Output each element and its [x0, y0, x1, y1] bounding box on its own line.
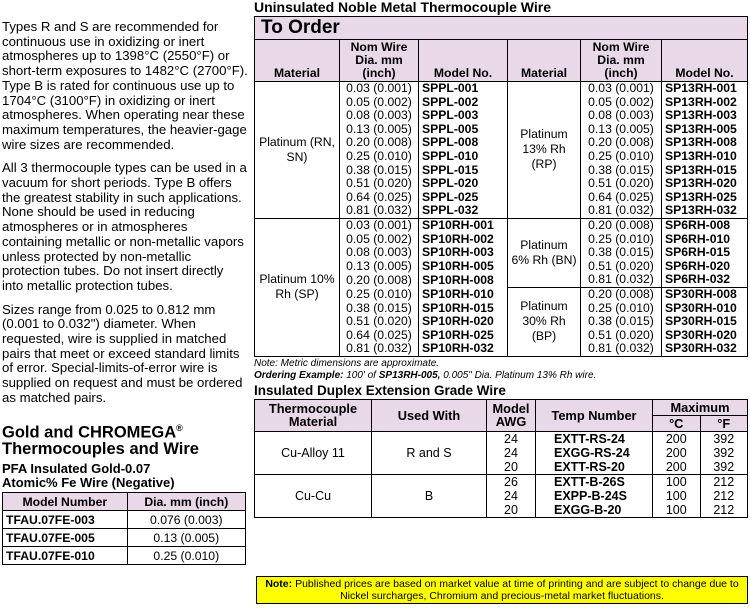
gold-dia-cell: 0.13 (0.005) — [127, 529, 245, 547]
table-row — [255, 82, 748, 96]
diameter-cell: 0.81 (0.032) — [581, 273, 662, 287]
diameter-cell: 0.03 (0.001) — [581, 82, 662, 96]
to-order-bar: To Order — [254, 16, 748, 40]
dup-header-used-with: Used With — [372, 399, 487, 431]
model-cell: SP13RH-025 — [662, 191, 748, 205]
model-cell: SP10RH-032 — [419, 342, 508, 356]
dup-fahrenheit-cell: 212 — [700, 503, 748, 518]
gold-dia-cell: 0.25 (0.010) — [127, 547, 245, 565]
diameter-cell: 0.25 (0.010) — [340, 287, 419, 301]
gold-model-cell: TFAU.07FE-010 — [3, 547, 128, 565]
dup-temp-number-cell: EXGG-RS-24 — [536, 446, 653, 460]
model-cell: SP30RH-020 — [662, 329, 748, 343]
page-title: Uninsulated Noble Metal Thermocouple Wire — [254, 0, 552, 15]
gold-subtitle-2: Atomic% Fe Wire (Negative) — [2, 475, 175, 491]
diameter-cell: 0.13 (0.005) — [340, 123, 419, 137]
dup-awg-cell: 24 — [487, 489, 536, 503]
dup-header-celsius: °C — [653, 415, 701, 431]
gold-title-text-2: Thermocouples and Wire — [2, 440, 199, 459]
diameter-cell: 0.20 (0.008) — [581, 287, 662, 301]
table-row — [3, 547, 246, 565]
model-cell: SPPL-020 — [419, 177, 508, 191]
dup-awg-cell: 20 — [487, 460, 536, 475]
diameter-cell: 0.51 (0.020) — [581, 260, 662, 274]
model-cell: SP13RH-002 — [662, 96, 748, 110]
diameter-cell: 0.25 (0.010) — [340, 150, 419, 164]
gold-wire-table — [2, 492, 246, 565]
dup-header-material: Thermocouple Material — [255, 399, 372, 431]
diameter-cell: 0.38 (0.015) — [340, 164, 419, 178]
model-cell: SP10RH-002 — [419, 233, 508, 247]
model-cell: SP10RH-003 — [419, 246, 508, 260]
model-cell: SPPL-032 — [419, 204, 508, 218]
right-column — [254, 0, 748, 518]
model-cell: SP6RH-032 — [662, 273, 748, 287]
model-cell: SP13RH-020 — [662, 177, 748, 191]
dup-celsius-cell: 200 — [653, 431, 701, 446]
dup-header-maximum: Maximum — [653, 399, 748, 415]
diameter-cell: 0.64 (0.025) — [340, 191, 419, 205]
dup-fahrenheit-cell: 212 — [700, 489, 748, 503]
model-cell: SP10RH-015 — [419, 302, 508, 316]
model-cell: SP10RH-001 — [419, 218, 508, 232]
dup-fahrenheit-cell: 212 — [700, 474, 748, 489]
dup-temp-number-cell: EXTT-B-26S — [536, 474, 653, 489]
diameter-cell: 0.81 (0.032) — [581, 342, 662, 356]
footnote-text: Published prices are based on market value at time of printing and are subject to change due to Nickel surcharges, Chromium and precious-metal market fluctuations. — [292, 578, 739, 602]
diameter-cell: 0.20 (0.008) — [340, 136, 419, 150]
diameter-cell: 0.51 (0.020) — [340, 315, 419, 329]
diameter-cell: 0.64 (0.025) — [340, 329, 419, 343]
model-cell: SP30RH-008 — [662, 287, 748, 301]
model-cell: SP13RH-001 — [662, 82, 748, 96]
model-cell: SPPL-008 — [419, 136, 508, 150]
dup-used-with-cell: R and S — [372, 431, 487, 474]
model-cell: SPPL-005 — [419, 123, 508, 137]
diameter-cell: 0.05 (0.002) — [340, 233, 419, 247]
dup-awg-cell: 24 — [487, 446, 536, 460]
diameter-cell: 0.38 (0.015) — [581, 315, 662, 329]
model-cell: SPPL-002 — [419, 96, 508, 110]
model-cell: SP10RH-010 — [419, 287, 508, 301]
left-column — [2, 0, 248, 565]
diameter-cell: 0.08 (0.003) — [340, 246, 419, 260]
paragraph-ratings: Types R and S are recommended for continuous use in oxidizing or inert atmospheres up to 1398°C (2550°F) or short-term exposures to 1482°C (2700°F). Type B is rated for continuous use up to 1704°C (3100°F) in oxidizing or inert atmospheres. When operating near these maximum temperatures, the heavier-gage wire sizes are recommended. — [2, 19, 248, 152]
diameter-cell: 0.64 (0.025) — [581, 191, 662, 205]
table-row — [3, 529, 246, 547]
ordering-example-label: Ordering Example: — [254, 369, 344, 381]
diameter-cell: 0.38 (0.015) — [340, 302, 419, 316]
model-cell: SPPL-025 — [419, 191, 508, 205]
model-cell: SP10RH-020 — [419, 315, 508, 329]
diameter-cell: 0.13 (0.005) — [340, 260, 419, 274]
dup-temp-number-cell: EXGG-B-20 — [536, 503, 653, 518]
gold-model-cell: TFAU.07FE-005 — [3, 529, 128, 547]
order-table — [254, 39, 748, 357]
duplex-section-title: Insulated Duplex Extension Grade Wire — [254, 382, 506, 398]
gold-header-model: Model Number — [3, 493, 128, 511]
model-cell: SP10RH-008 — [419, 273, 508, 287]
material-cell: Platinum 30% Rh (BP) — [508, 287, 581, 356]
diameter-cell: 0.05 (0.002) — [340, 96, 419, 110]
gold-subtitle-1: PFA Insulated Gold-0.07 — [2, 461, 151, 477]
diameter-cell: 0.13 (0.005) — [581, 123, 662, 137]
material-cell: Platinum 13% Rh (RP) — [508, 82, 581, 219]
dup-temp-number-cell: EXPP-B-24S — [536, 489, 653, 503]
ordering-example-model: SP13RH-005, — [378, 369, 441, 381]
diameter-cell: 0.81 (0.032) — [340, 342, 419, 356]
gold-subtitle — [2, 462, 248, 490]
header-model-left: Model No. — [419, 40, 508, 82]
diameter-cell: 0.20 (0.008) — [581, 218, 662, 232]
diameter-cell: 0.03 (0.001) — [340, 82, 419, 96]
diameter-cell: 0.51 (0.020) — [581, 177, 662, 191]
gold-section-title — [2, 420, 248, 459]
table-row — [255, 474, 748, 489]
model-cell: SP10RH-005 — [419, 260, 508, 274]
model-cell: SP30RH-010 — [662, 302, 748, 316]
model-cell: SP30RH-015 — [662, 315, 748, 329]
diameter-cell: 0.05 (0.002) — [581, 96, 662, 110]
table-row — [3, 511, 246, 529]
model-cell: SP6RH-020 — [662, 260, 748, 274]
diameter-cell: 0.81 (0.032) — [340, 204, 419, 218]
dup-material-cell: Cu-Cu — [255, 474, 372, 517]
diameter-cell: 0.25 (0.010) — [581, 150, 662, 164]
diameter-cell: 0.81 (0.032) — [581, 204, 662, 218]
footnote-label: Note: — [265, 578, 293, 590]
header-model-right: Model No. — [662, 40, 748, 82]
model-cell: SP13RH-032 — [662, 204, 748, 218]
model-cell: SPPL-010 — [419, 150, 508, 164]
model-cell: SP10RH-025 — [419, 329, 508, 343]
gold-title-text: Gold and CHROMEGA — [2, 423, 177, 442]
gold-dia-cell: 0.076 (0.003) — [127, 511, 245, 529]
diameter-cell: 0.08 (0.003) — [581, 109, 662, 123]
ordering-example-text-a: 100' of — [343, 369, 379, 381]
model-cell: SP13RH-008 — [662, 136, 748, 150]
paragraph-sizes: Sizes range from 0.025 to 0.812 mm (0.001 to 0.032") diameter. When requested, wire is supplied in matched pairs that meet or exceed standard limits of error. Special-limits-of-error wire is supplied on request and must be ordered as matched pairs. — [2, 301, 243, 405]
diameter-cell: 0.20 (0.008) — [340, 273, 419, 287]
model-cell: SP13RH-005 — [662, 123, 748, 137]
dup-fahrenheit-cell: 392 — [700, 431, 748, 446]
dup-celsius-cell: 100 — [653, 474, 701, 489]
dup-awg-cell: 26 — [487, 474, 536, 489]
model-cell: SPPL-001 — [419, 82, 508, 96]
model-cell: SP6RH-015 — [662, 246, 748, 260]
duplex-table-body — [255, 431, 748, 517]
model-cell: SP13RH-003 — [662, 109, 748, 123]
dup-temp-number-cell: EXTT-RS-24 — [536, 431, 653, 446]
diameter-cell: 0.25 (0.010) — [581, 302, 662, 316]
model-cell: SPPL-003 — [419, 109, 508, 123]
dup-fahrenheit-cell: 392 — [700, 446, 748, 460]
dup-awg-cell: 20 — [487, 503, 536, 518]
paragraph-usage: All 3 thermocouple types can be used in a vacuum for short periods. Type B offers the greatest stability in such applications. None should be used in reducing atmospheres or in atmospheres containing metallic or non-metallic vapors unless protected by non-metallic protection tubes. Do not insert directly into metallic protection tubes. — [2, 160, 247, 293]
dup-celsius-cell: 200 — [653, 446, 701, 460]
model-cell: SP6RH-010 — [662, 233, 748, 247]
gold-model-cell: TFAU.07FE-003 — [3, 511, 128, 529]
header-material-right: Material — [508, 40, 581, 82]
model-cell: SPPL-015 — [419, 164, 508, 178]
dup-used-with-cell: B — [372, 474, 487, 517]
duplex-table — [254, 399, 748, 518]
note-metric: Note: Metric dimensions are approximate. — [254, 357, 440, 369]
dup-celsius-cell: 100 — [653, 489, 701, 503]
dup-header-temp-number: Temp Number — [536, 399, 653, 431]
diameter-cell: 0.38 (0.015) — [581, 246, 662, 260]
registered-mark: ® — [176, 422, 183, 433]
model-cell: SP13RH-010 — [662, 150, 748, 164]
price-footnote — [256, 576, 748, 604]
model-cell: SP13RH-015 — [662, 164, 748, 178]
material-cell: Platinum 10% Rh (SP) — [255, 218, 340, 356]
header-dia-right: Nom Wire Dia. mm (inch) — [581, 40, 662, 82]
dup-awg-cell: 24 — [487, 431, 536, 446]
material-cell: Platinum (RN, SN) — [255, 82, 340, 219]
diameter-cell: 0.25 (0.010) — [581, 233, 662, 247]
dup-temp-number-cell: EXTT-RS-20 — [536, 460, 653, 475]
material-cell: Platinum 6% Rh (BN) — [508, 218, 581, 287]
note-ordering-example — [254, 370, 748, 381]
dup-header-awg: Model AWG — [487, 399, 536, 431]
dup-material-cell: Cu-Alloy 11 — [255, 431, 372, 474]
header-material-left: Material — [255, 40, 340, 82]
order-table-body — [255, 82, 748, 357]
table-row — [255, 218, 748, 232]
ordering-example-text-b: 0.005" Dia. Platinum 13% Rh wire. — [440, 369, 597, 381]
gold-header-dia: Dia. mm (inch) — [127, 493, 245, 511]
dup-header-fahrenheit: °F — [700, 415, 748, 431]
header-dia-left: Nom Wire Dia. mm (inch) — [340, 40, 419, 82]
dup-fahrenheit-cell: 392 — [700, 460, 748, 475]
diameter-cell: 0.51 (0.020) — [581, 329, 662, 343]
dup-celsius-cell: 100 — [653, 503, 701, 518]
dup-celsius-cell: 200 — [653, 460, 701, 475]
model-cell: SP30RH-032 — [662, 342, 748, 356]
diameter-cell: 0.03 (0.001) — [340, 218, 419, 232]
model-cell: SP6RH-008 — [662, 218, 748, 232]
diameter-cell: 0.38 (0.015) — [581, 164, 662, 178]
diameter-cell: 0.08 (0.003) — [340, 109, 419, 123]
diameter-cell: 0.51 (0.020) — [340, 177, 419, 191]
table-row — [255, 431, 748, 446]
diameter-cell: 0.20 (0.008) — [581, 136, 662, 150]
